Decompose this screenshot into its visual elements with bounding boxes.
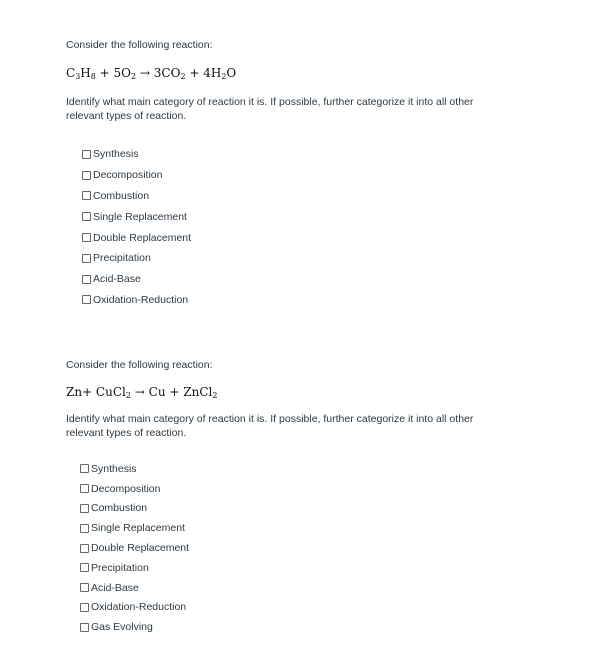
equation-subscript: 2 bbox=[221, 72, 227, 81]
equation-text: H bbox=[80, 66, 91, 80]
checkbox[interactable] bbox=[80, 563, 89, 572]
option-synthesis[interactable] bbox=[80, 459, 189, 479]
equation-text: → 3CO bbox=[136, 66, 181, 80]
checkbox[interactable] bbox=[80, 524, 89, 533]
option-double-replacement[interactable] bbox=[80, 538, 189, 558]
option-acid-base[interactable] bbox=[82, 269, 191, 290]
checkbox[interactable] bbox=[80, 504, 89, 513]
option-synthesis[interactable] bbox=[82, 144, 191, 165]
option-label: Double Replacement bbox=[93, 231, 192, 244]
checkbox[interactable] bbox=[82, 275, 91, 284]
checkbox[interactable] bbox=[82, 212, 91, 221]
option-oxidation-reduction[interactable] bbox=[80, 598, 189, 618]
equation-subscript: 2 bbox=[125, 391, 131, 400]
option-label: Gas Evolving bbox=[91, 621, 153, 634]
option-label: Synthesis bbox=[91, 462, 137, 475]
option-label: Decomposition bbox=[91, 482, 161, 495]
option-decomposition[interactable] bbox=[82, 165, 191, 186]
option-label: Synthesis bbox=[93, 148, 139, 161]
option-label: Oxidation-Reduction bbox=[93, 293, 189, 306]
checkbox[interactable] bbox=[80, 484, 89, 493]
equation-subscript: 2 bbox=[180, 72, 186, 81]
option-label: Precipitation bbox=[91, 561, 149, 574]
checkbox[interactable] bbox=[80, 464, 89, 473]
reaction-equation bbox=[66, 66, 236, 80]
option-single-replacement[interactable] bbox=[82, 206, 191, 227]
question-instruction: Identify what main category of reaction it is. If possible, further categorize it into all other relevant types of reaction. bbox=[66, 96, 474, 122]
equation-subscript: 2 bbox=[212, 391, 218, 400]
option-single-replacement[interactable] bbox=[80, 518, 189, 538]
checkbox[interactable] bbox=[80, 603, 89, 612]
option-acid-base[interactable] bbox=[80, 578, 189, 598]
equation-text: + 5O bbox=[95, 66, 131, 80]
option-label: Double Replacement bbox=[91, 542, 190, 555]
option-label: Oxidation-Reduction bbox=[91, 601, 187, 614]
equation-subscript: 2 bbox=[131, 72, 137, 81]
checkbox[interactable] bbox=[82, 150, 91, 159]
equation-text: Zn+ CuCl bbox=[66, 385, 126, 399]
option-label: Combustion bbox=[93, 189, 150, 202]
option-combustion[interactable] bbox=[82, 186, 191, 207]
option-precipitation[interactable] bbox=[80, 558, 189, 578]
option-combustion[interactable] bbox=[80, 499, 189, 519]
option-gas-evolving[interactable] bbox=[80, 617, 189, 637]
checkbox[interactable] bbox=[82, 171, 91, 180]
checkbox[interactable] bbox=[82, 233, 91, 242]
question-prompt: Consider the following reaction: bbox=[66, 359, 213, 371]
option-label: Precipitation bbox=[93, 252, 151, 265]
option-label: Combustion bbox=[91, 502, 148, 515]
equation-text: O bbox=[226, 66, 237, 80]
equation-subscript: 3 bbox=[75, 72, 81, 81]
checkbox[interactable] bbox=[80, 544, 89, 553]
checkbox[interactable] bbox=[82, 295, 91, 304]
checkbox[interactable] bbox=[82, 254, 91, 263]
answer-options bbox=[80, 459, 189, 637]
answer-options bbox=[82, 144, 191, 310]
equation-text: C bbox=[66, 66, 76, 80]
reaction-equation bbox=[66, 385, 217, 399]
option-label: Acid-Base bbox=[91, 581, 139, 594]
equation-text: → Cu + ZnCl bbox=[130, 385, 213, 399]
option-double-replacement[interactable] bbox=[82, 227, 191, 248]
option-decomposition[interactable] bbox=[80, 479, 189, 499]
option-label: Acid-Base bbox=[93, 273, 141, 286]
checkbox[interactable] bbox=[82, 191, 91, 200]
option-label: Single Replacement bbox=[91, 522, 185, 535]
question-prompt: Consider the following reaction: bbox=[66, 39, 213, 51]
option-oxidation-reduction[interactable] bbox=[82, 290, 191, 311]
equation-text: + 4H bbox=[185, 66, 222, 80]
question-instruction: Identify what main category of reaction it is. If possible, further categorize it into all other relevant types of reaction. bbox=[66, 413, 474, 439]
checkbox[interactable] bbox=[80, 623, 89, 632]
option-precipitation[interactable] bbox=[82, 248, 191, 269]
option-label: Single Replacement bbox=[93, 210, 187, 223]
equation-subscript: 8 bbox=[90, 72, 96, 81]
option-label: Decomposition bbox=[93, 169, 163, 182]
checkbox[interactable] bbox=[80, 583, 89, 592]
